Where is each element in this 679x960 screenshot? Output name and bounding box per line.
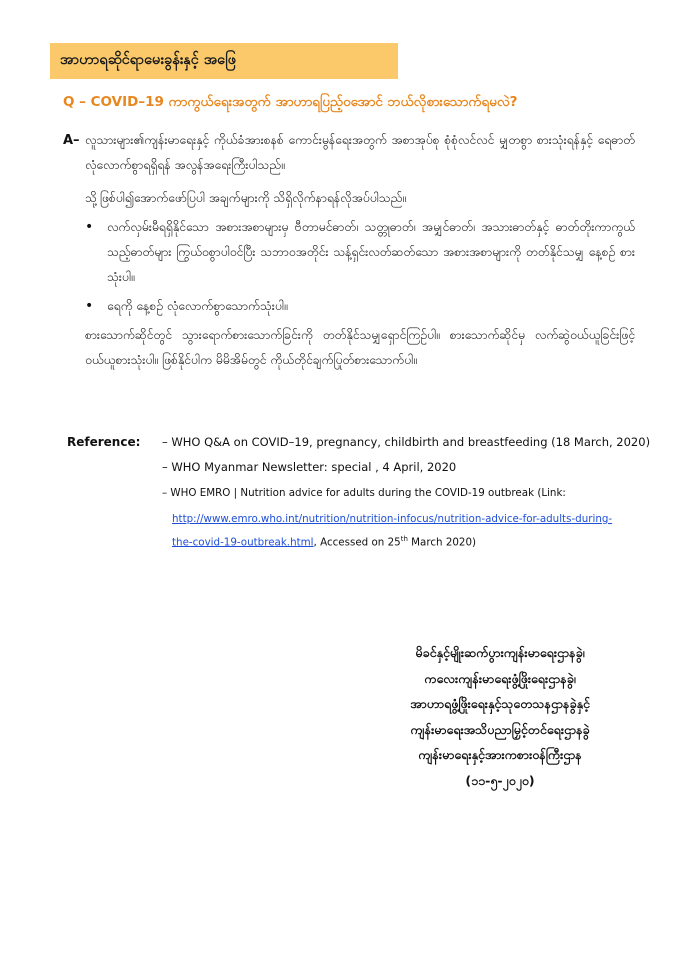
signature-block [350, 640, 650, 793]
list-item [85, 215, 635, 290]
signature-date: (၁၁-၅-၂၀၂၀) [465, 772, 535, 788]
accessed-suffix: March 2020) [407, 536, 477, 549]
reference-item: – WHO EMRO | Nutrition advice for adults during the COVID-19 outbreak (Link: [162, 487, 566, 499]
section-header-title: အာဟာရဆိုင်ရာမေးခွန်းနှင့် အဖြေ [60, 51, 237, 68]
accessed-superscript: th [400, 535, 408, 543]
reference-link-line [172, 509, 642, 529]
answer-block [63, 128, 635, 373]
accessed-text: , Accessed on 25 [313, 536, 401, 549]
reference-link-line [172, 529, 642, 552]
list-item-text: ရေကို နေ့စဉ် လုံလောက်စွာသောက်သုံးပါ။ [107, 299, 288, 313]
signature-line: အာဟာရဖွံ့ဖြိုးရေးနှင့်သုတေသနဌာနခွဲနှင့် [410, 696, 590, 711]
bullet-icon: • [85, 219, 94, 235]
signature-line: ကလေးကျန်းမာရေးဖွံ့ဖြိုးရေးဌာနခွဲ၊ [424, 670, 576, 686]
advice-list [85, 215, 635, 319]
signature-line: ကျန်းမာရေးနှင့်အားကစားဝန်ကြီးဌာန [418, 747, 582, 762]
list-item-text: လက်လှမ်းမီရရှိနိုင်သော အစားအစာများမှ ဗီတာမင်ဓာတ်၊ သတ္တုဓာတ်၊ အမျှင်ဓာတ်၊ အသားဓာတ်နှင့် ဓာတ်တိုးကာကွယ်သည့်ဓာတ်များ ကြွယ်ဝစွာပါဝင်ပြီး သဘာဝအတိုင်း သန့်ရှင်းလတ်ဆတ်သော အစားအစာများကို တတ်နိုင်သမျှ နေ့စဉ် စားသုံးပါ။ [107, 220, 635, 284]
section-header [50, 43, 398, 79]
answer-text: လူသားများ၏ကျန်းမာရေးနှင့် ကိုယ်ခံအားစနစ် ကောင်းမွန်ရေးအတွက် အစာအုပ်စု စုံစုံလင်လင် မျှတစွာ စားသုံးရန်နှင့် ရေဓာတ်လုံလောက်စွာရရှိရန် အလွန်အရေးကြီးပါသည်။ [85, 133, 635, 172]
reference-link[interactable]: the-covid-19-outbreak.html [172, 536, 314, 549]
reference-list [162, 432, 651, 552]
bullet-icon: • [85, 298, 94, 314]
followup-paragraph: သို့ဖြစ်ပါ၍အောက်ဖော်ပြပါ အချက်များကို သိရှိလိုက်နာရန်လိုအပ်ပါသည်။ [85, 191, 407, 205]
signature-line: ကျန်းမာရေးအသိပညာမြှင့်တင်ရေးဌာနခွဲ [410, 721, 590, 737]
reference-item: – WHO Myanmar Newsletter: special , 4 April, 2020 [162, 460, 457, 474]
answer-first-paragraph [63, 128, 635, 178]
reference-link[interactable]: http://www.emro.who.int/nutrition/nutrition-infocus/nutrition-advice-for-adults-during- [172, 513, 613, 525]
closing-paragraph: စားသောက်ဆိုင်တွင် သွားရောက်စားသောက်ခြင်းကို တတ်နိုင်သမျှရှောင်ကြဉ်ပါ။ စားသောက်ဆိုင်မှ လက်ဆွဲဝယ်ယူခြင်းဖြင့် ဝယ်ယူစားသုံးပါ။ ဖြစ်နိုင်ပါက မိမိအိမ်တွင် ကိုယ်တိုင်ချက်ပြုတ်စားသောက်ပါ။ [85, 328, 635, 367]
list-item [85, 294, 635, 319]
answer-prefix: A– [63, 133, 80, 148]
question-text: Q – COVID–19 ကာကွယ်ရေးအတွက် အာဟာရပြည့်ဝအောင် ဘယ်လိုစားသောက်ရမလဲ? [63, 94, 518, 110]
reference-label: Reference: [67, 435, 141, 449]
signature-line: မိခင်နှင့်မျိုးဆက်ပွားကျန်းမာရေးဌာနခွဲ၊ [415, 645, 585, 660]
reference-item: – WHO Q&A on COVID–19, pregnancy, childbirth and breastfeeding (18 March, 2020) [162, 435, 651, 449]
